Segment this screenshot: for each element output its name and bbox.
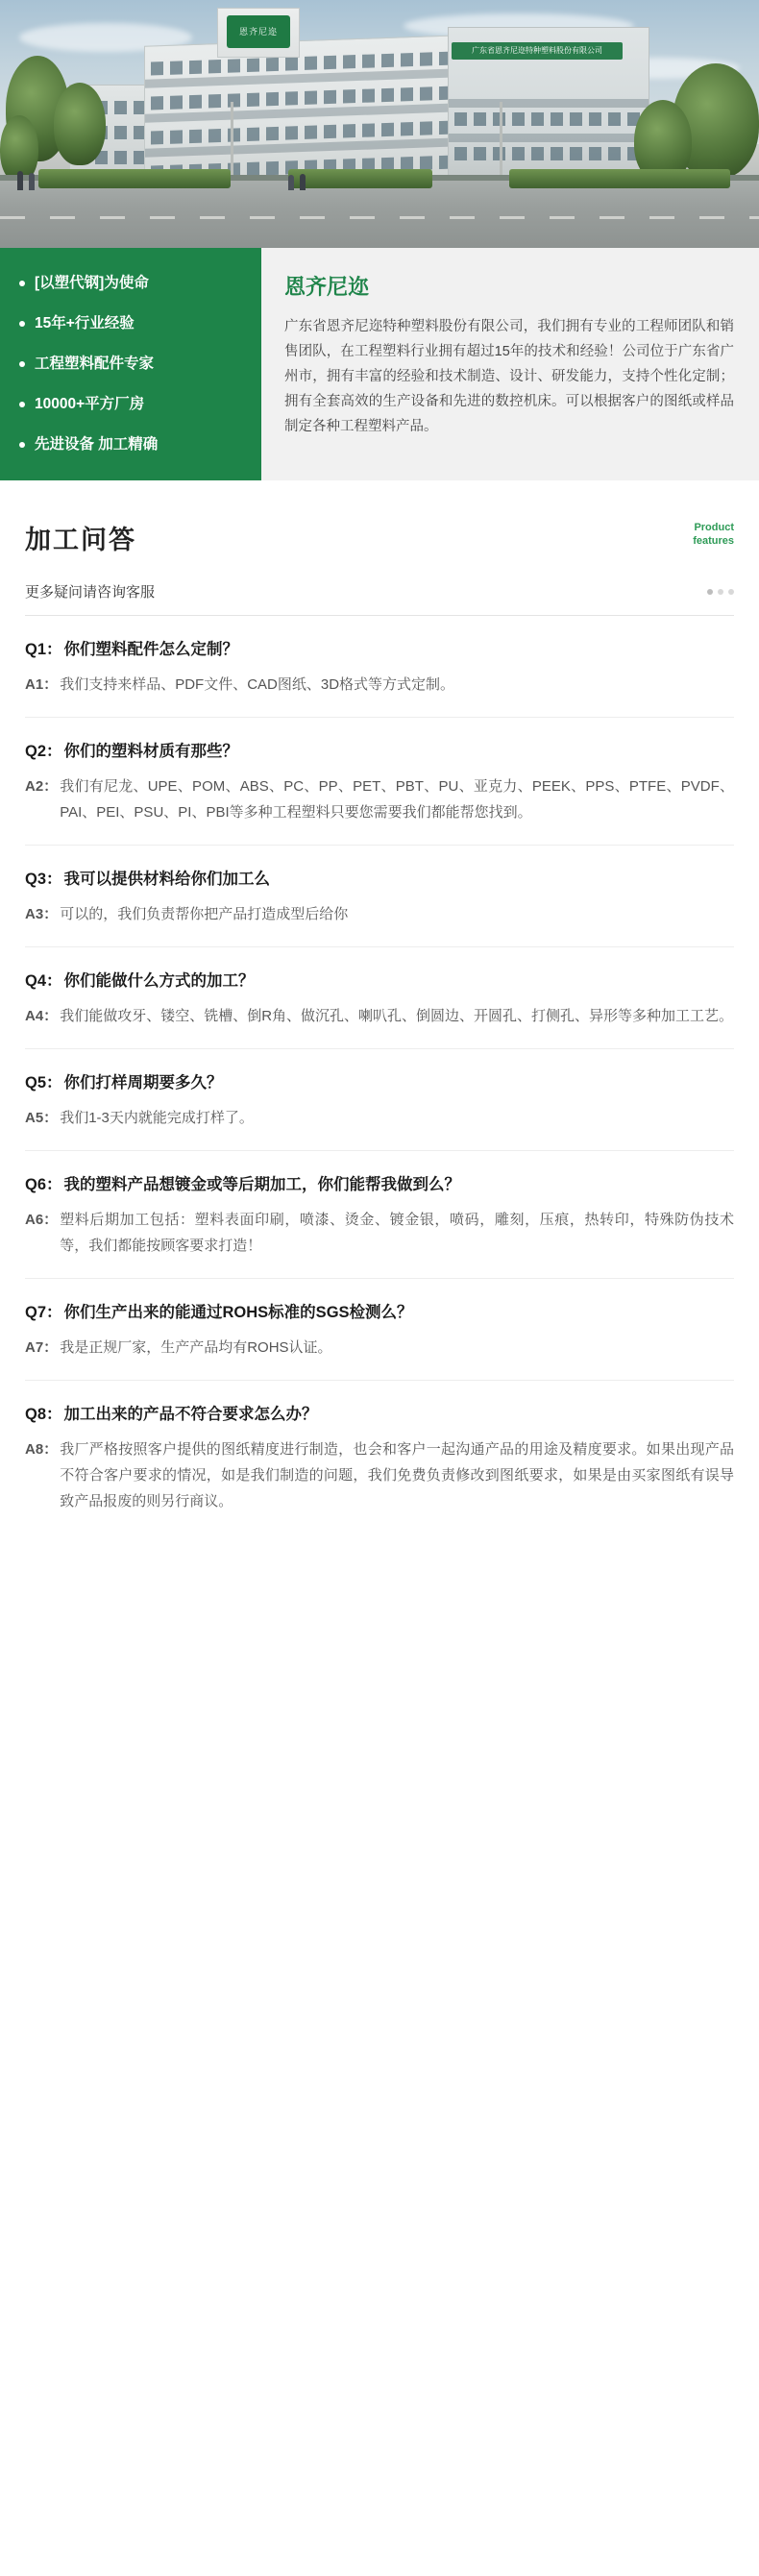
faq-question-text: 你们塑料配件怎么定制？ <box>63 641 239 658</box>
faq-answer <box>25 1436 734 1514</box>
road-marking <box>0 216 759 219</box>
faq-question-tag: Q8： <box>25 1406 62 1423</box>
pagination-dots[interactable] <box>707 589 734 595</box>
faq-item <box>25 1049 734 1151</box>
faq-question <box>25 969 734 994</box>
faq-answer <box>25 773 734 825</box>
faq-question-tag: Q3： <box>25 871 62 888</box>
faq-question <box>25 867 734 892</box>
pagination-dot-3[interactable] <box>728 589 734 595</box>
faq-question <box>25 637 734 662</box>
faq-item <box>25 846 734 947</box>
faq-question-tag: Q7： <box>25 1304 62 1321</box>
faq-question <box>25 1402 734 1427</box>
faq-question-text: 你们能做什么方式的加工？ <box>63 972 255 990</box>
faq-answer-text: 我们支持来样品、PDF文件、CAD图纸、3D格式等方式定制。 <box>60 676 455 693</box>
faq-list <box>0 616 759 1572</box>
faq-item <box>25 1381 734 1572</box>
faq-answer-tag: A8： <box>25 1441 59 1458</box>
section-en-line1: Product <box>694 522 734 533</box>
hedge <box>509 169 730 188</box>
pagination-dot-1[interactable] <box>707 589 713 595</box>
section-en-line2: features <box>693 535 734 547</box>
faq-answer-text: 塑料后期加工包括：塑料表面印刷，喷漆、烫金、镀金银，喷码，雕刻，压痕，热转印，特殊防伪技术等，我们都能按顾客要求打造！ <box>60 1212 734 1254</box>
road <box>0 179 759 248</box>
faq-answer-tag: A2： <box>25 778 59 795</box>
section-header <box>0 480 759 556</box>
faq-item <box>25 947 734 1049</box>
faq-question-tag: Q2： <box>25 743 62 760</box>
faq-question <box>25 1300 734 1325</box>
faq-question-text: 你们打样周期要多久？ <box>63 1074 223 1092</box>
faq-answer-text: 我们有尼龙、UPE、POM、ABS、PC、PP、PET、PBT、PU、亚克力、PEEK、PPS、PTFE、PVDF、PAI、PEI、PSU、PI、PBI等多种工程塑料只要您需要我们都能帮您找到。 <box>60 778 734 821</box>
faq-question-text: 我可以提供材料给你们加工么 <box>63 871 271 888</box>
feature-item: [以塑代钢]为使命 <box>19 273 244 294</box>
company-intro-panel <box>261 248 759 480</box>
faq-answer <box>25 1003 734 1029</box>
features-panel <box>0 248 261 480</box>
tree <box>54 83 106 165</box>
faq-answer-tag: A4： <box>25 1008 59 1024</box>
hero-building-image <box>0 0 759 248</box>
feature-item: 15年+行业经验 <box>19 313 244 334</box>
pagination-dot-2[interactable] <box>718 589 723 595</box>
page-title: 加工问答 <box>25 526 136 554</box>
feature-item: 工程塑料配件专家 <box>19 354 244 375</box>
feature-item: 10000+平方厂房 <box>19 394 244 415</box>
pedestrian <box>29 173 35 190</box>
faq-answer-tag: A1： <box>25 676 59 693</box>
faq-question-tag: Q6： <box>25 1176 62 1193</box>
faq-answer-text: 我厂严格按照客户提供的图纸精度进行制造，也会和客户一起沟通产品的用途及精度要求。如果出现产品不符合客户要求的情况，如是我们制造的问题，我们免费负责修改到图纸要求，如果是由买家图纸有误导致产品报废的则另行商议。 <box>60 1441 734 1509</box>
faq-question <box>25 739 734 764</box>
faq-item <box>25 718 734 846</box>
company-intro-body: 广东省恩齐尼迩特种塑料股份有限公司，我们拥有专业的工程师团队和销售团队，在工程塑料行业拥有超过15年的技术和经验！公司位于广东省广州市，拥有丰富的经验和技术制造、设计、研发能力，支持个性化定制；拥有全套高效的生产设备和先进的数控机床。可以根据客户的图纸或样品制定各种工程塑料产品。 <box>284 319 734 434</box>
faq-item <box>25 616 734 718</box>
building-signboard <box>452 42 623 60</box>
faq-answer-tag: A5： <box>25 1110 59 1126</box>
company-logo-text: 恩齐尼迩 <box>238 27 278 37</box>
main-building <box>144 35 461 190</box>
intro-section <box>0 248 759 480</box>
faq-answer <box>25 901 734 927</box>
faq-question-text: 你们生产出来的能通过ROHS标准的SGS检测么？ <box>63 1304 413 1321</box>
faq-answer-tag: A6： <box>25 1212 59 1228</box>
faq-question-text: 我的塑料产品想镀金或等后期加工，你们能帮我做到么？ <box>63 1176 461 1193</box>
subtitle-bar <box>25 581 734 616</box>
faq-answer-text: 我是正规厂家，生产产品均有ROHS认证。 <box>60 1339 332 1356</box>
features-list <box>19 273 244 455</box>
feature-item: 先进设备 加工精确 <box>19 434 244 455</box>
pedestrian <box>17 171 23 190</box>
faq-answer-tag: A3： <box>25 906 59 922</box>
pedestrian <box>300 174 306 190</box>
section-subtitle-en <box>693 521 734 548</box>
faq-answer <box>25 1207 734 1259</box>
contact-hint: 更多疑问请咨询客服 <box>25 584 156 601</box>
company-logo <box>227 15 290 48</box>
company-name-title: 恩齐尼迩 <box>284 275 370 299</box>
faq-answer <box>25 1105 734 1131</box>
faq-question-tag: Q4： <box>25 972 62 990</box>
pedestrian <box>288 175 294 190</box>
faq-item <box>25 1151 734 1279</box>
faq-question-text: 你们的塑料材质有那些？ <box>63 743 239 760</box>
faq-answer <box>25 1335 734 1361</box>
faq-question <box>25 1172 734 1197</box>
faq-question-tag: Q1： <box>25 641 62 658</box>
hedge <box>288 169 432 188</box>
faq-question-tag: Q5： <box>25 1074 62 1092</box>
faq-answer-text: 我们能做攻牙、镂空、铣槽、倒R角、做沉孔、喇叭孔、倒圆边、开圆孔、打侧孔、异形等多种加工工艺。 <box>60 1008 734 1024</box>
faq-answer-text: 可以的，我们负责帮你把产品打造成型后给你 <box>60 906 349 922</box>
faq-answer-tag: A7： <box>25 1339 59 1356</box>
faq-item <box>25 1279 734 1381</box>
faq-answer <box>25 672 734 698</box>
building-sign-text: 广东省恩齐尼迩特种塑料股份有限公司 <box>472 46 602 55</box>
faq-question-text: 加工出来的产品不符合要求怎么办？ <box>63 1406 318 1423</box>
hedge <box>38 169 231 188</box>
faq-question <box>25 1070 734 1095</box>
faq-answer-text: 我们1-3天内就能完成打样了。 <box>60 1110 254 1126</box>
